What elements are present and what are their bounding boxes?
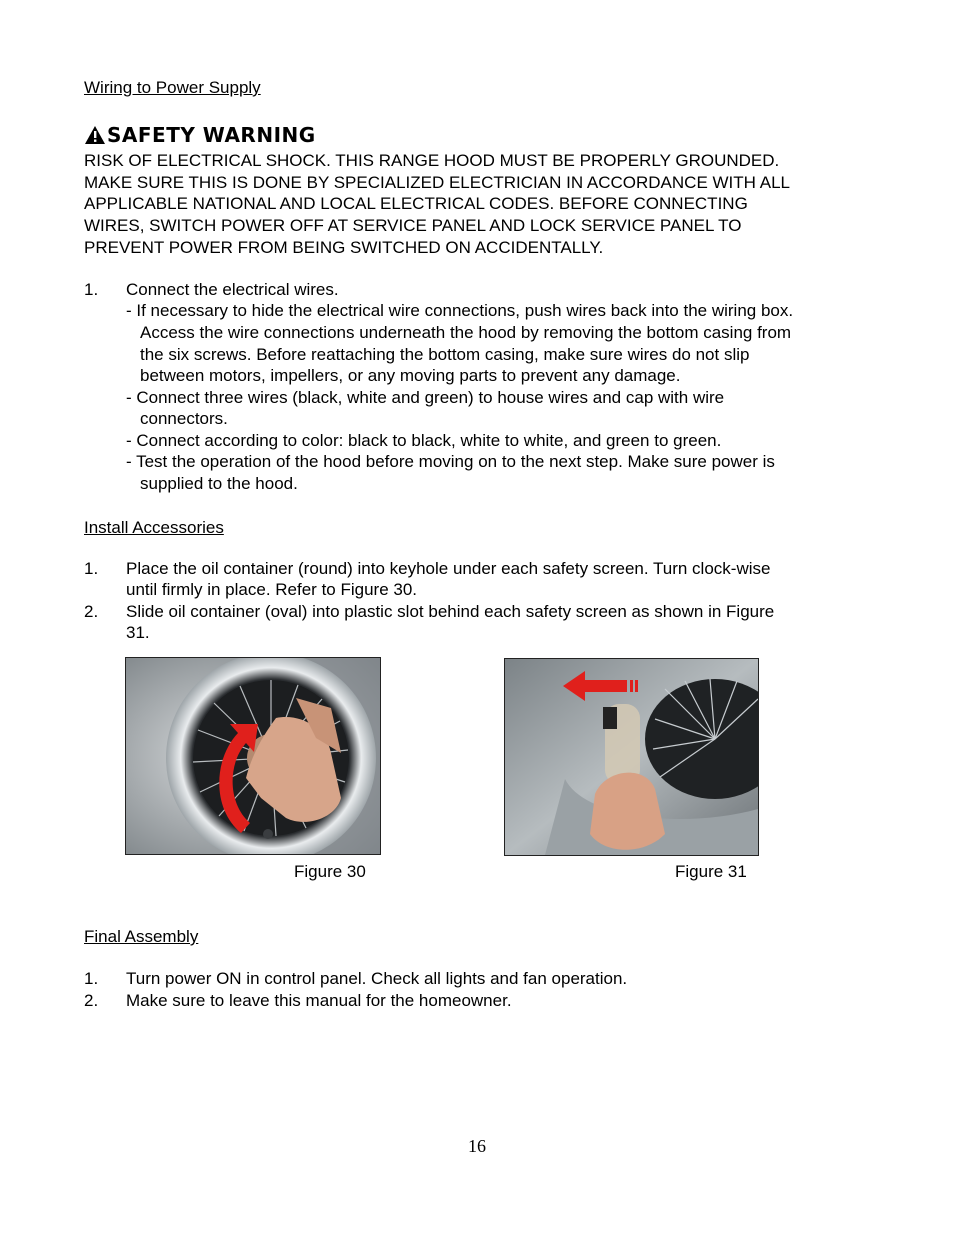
bullet-line: supplied to the hood. bbox=[140, 474, 298, 493]
step-text: Place the oil container (round) into keyhole under each safety screen. Turn clock-wise bbox=[126, 559, 771, 578]
figure-31-photo bbox=[504, 658, 759, 856]
step-text: 31. bbox=[126, 623, 150, 642]
warning-line: PREVENT POWER FROM BEING SWITCHED ON ACCIDENTALLY. bbox=[84, 238, 604, 257]
step-number: 1. bbox=[84, 559, 99, 578]
step-text: Make sure to leave this manual for the homeowner. bbox=[126, 991, 512, 1010]
figure-31-caption: Figure 31 bbox=[675, 862, 747, 881]
bullet-line: - Connect three wires (black, white and green) to house wires and cap with wire bbox=[126, 388, 725, 407]
bullet-line: the six screws. Before reattaching the bottom casing, make sure wires do not slip bbox=[140, 345, 750, 364]
bullet-line: between motors, impellers, or any moving parts to prevent any damage. bbox=[140, 366, 681, 385]
step-text: Connect the electrical wires. bbox=[126, 280, 339, 299]
warning-line: APPLICABLE NATIONAL AND LOCAL ELECTRICAL CODES. BEFORE CONNECTING bbox=[84, 194, 748, 213]
safety-warning-title bbox=[84, 123, 316, 147]
step-number: 1. bbox=[84, 280, 99, 299]
bullet-line: - Connect according to color: black to black, white to white, and green to green. bbox=[126, 431, 722, 450]
warning-triangle-icon bbox=[84, 125, 106, 145]
safety-warning-label: SAFETY WARNING bbox=[107, 123, 316, 147]
step-text: Slide oil container (oval) into plastic slot behind each safety screen as shown in Figure bbox=[126, 602, 775, 621]
bullet-line: - Test the operation of the hood before moving on to the next step. Make sure power is bbox=[126, 452, 775, 471]
warning-line: WIRES, SWITCH POWER OFF AT SERVICE PANEL AND LOCK SERVICE PANEL TO bbox=[84, 216, 742, 235]
step-number: 2. bbox=[84, 991, 99, 1010]
step-number: 2. bbox=[84, 602, 99, 621]
step-text: Turn power ON in control panel. Check all lights and fan operation. bbox=[126, 969, 628, 988]
bullet-line: connectors. bbox=[140, 409, 228, 428]
warning-line: MAKE SURE THIS IS DONE BY SPECIALIZED ELECTRICIAN IN ACCORDANCE WITH ALL bbox=[84, 173, 790, 192]
final-assembly-heading: Final Assembly bbox=[84, 927, 199, 946]
warning-line: RISK OF ELECTRICAL SHOCK. THIS RANGE HOOD MUST BE PROPERLY GROUNDED. bbox=[84, 151, 780, 170]
figure-30-photo bbox=[125, 657, 381, 855]
bullet-line: - If necessary to hide the electrical wire connections, push wires back into the wiring box. bbox=[126, 301, 794, 320]
step-number: 1. bbox=[84, 969, 99, 988]
bullet-line: Access the wire connections underneath the hood by removing the bottom casing from bbox=[140, 323, 792, 342]
step-text: until firmly in place. Refer to Figure 30. bbox=[126, 580, 418, 599]
page-number: 16 bbox=[468, 1136, 486, 1156]
figure-30-caption: Figure 30 bbox=[294, 862, 366, 881]
wiring-heading: Wiring to Power Supply bbox=[84, 78, 261, 97]
accessories-heading: Install Accessories bbox=[84, 518, 224, 537]
